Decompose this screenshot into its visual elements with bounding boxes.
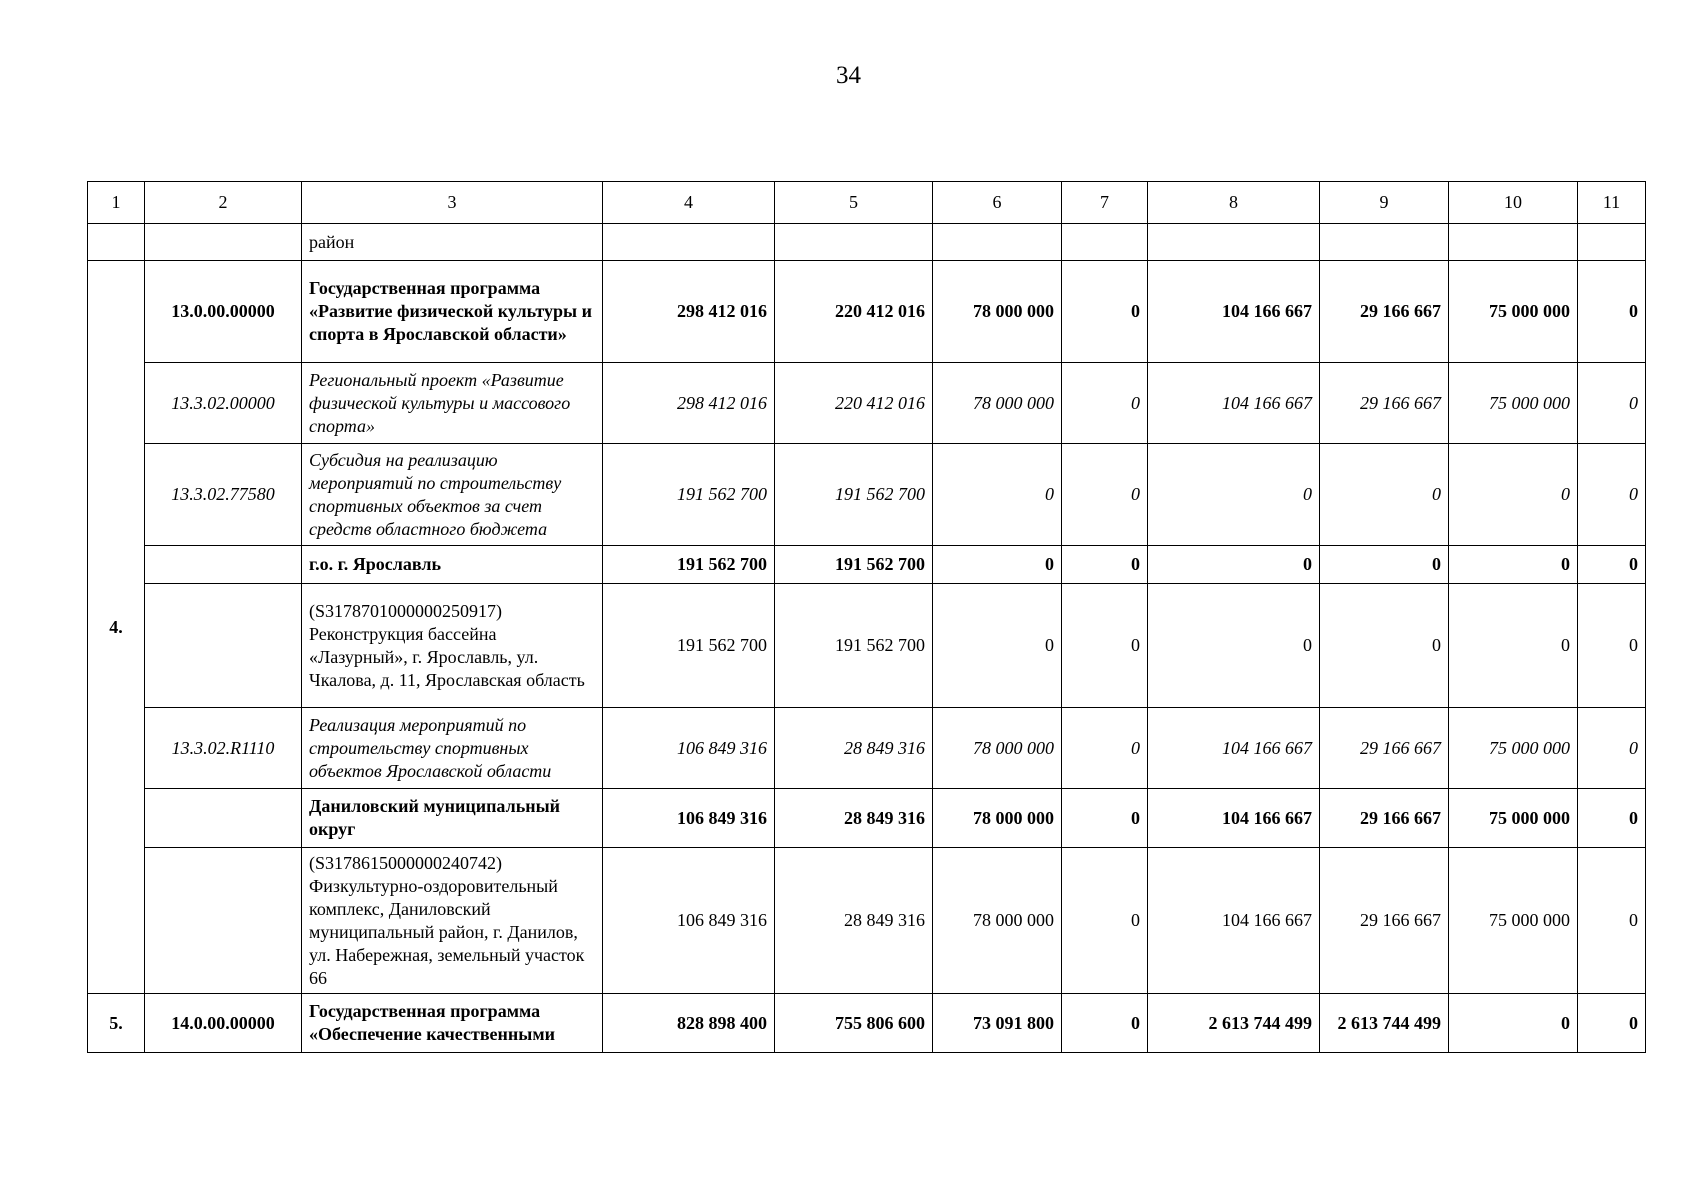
amount-cell: 0 xyxy=(1578,994,1646,1053)
table-row xyxy=(88,363,1646,444)
description-cell: г.о. г. Ярославль xyxy=(302,546,603,584)
amount-cell: 104 166 667 xyxy=(1148,261,1320,363)
amount-cell: 78 000 000 xyxy=(933,848,1062,994)
table-row xyxy=(88,546,1646,584)
amount-cell: 828 898 400 xyxy=(603,994,775,1053)
amount-cell: 0 xyxy=(1148,546,1320,584)
amount-cell: 191 562 700 xyxy=(775,444,933,546)
table-row xyxy=(88,224,1646,261)
amount-cell: 0 xyxy=(933,444,1062,546)
table-row xyxy=(88,584,1646,708)
budget-table xyxy=(87,181,1646,1053)
column-header: 10 xyxy=(1449,182,1578,224)
amount-cell: 29 166 667 xyxy=(1320,708,1449,789)
amount-cell: 2 613 744 499 xyxy=(1148,994,1320,1053)
amount-cell: 0 xyxy=(1062,708,1148,789)
amount-cell: 755 806 600 xyxy=(775,994,933,1053)
amount-cell: 0 xyxy=(1062,584,1148,708)
amount-cell xyxy=(1148,224,1320,261)
amount-cell: 104 166 667 xyxy=(1148,789,1320,848)
amount-cell: 29 166 667 xyxy=(1320,261,1449,363)
amount-cell: 0 xyxy=(1320,444,1449,546)
amount-cell: 75 000 000 xyxy=(1449,848,1578,994)
amount-cell xyxy=(1062,224,1148,261)
amount-cell: 29 166 667 xyxy=(1320,363,1449,444)
amount-cell: 0 xyxy=(1578,708,1646,789)
amount-cell: 0 xyxy=(1320,546,1449,584)
table-row xyxy=(88,261,1646,363)
amount-cell: 78 000 000 xyxy=(933,708,1062,789)
description-cell: Субсидия на реализацию мероприятий по строительству спортивных объектов за счет средств областного бюджета xyxy=(302,444,603,546)
amount-cell: 28 849 316 xyxy=(775,789,933,848)
amount-cell: 191 562 700 xyxy=(603,546,775,584)
description-cell: Региональный проект «Развитие физической культуры и массового спорта» xyxy=(302,363,603,444)
table-row xyxy=(88,789,1646,848)
amount-cell: 106 849 316 xyxy=(603,708,775,789)
amount-cell: 0 xyxy=(1062,994,1148,1053)
row-number-cell: 5. xyxy=(88,994,145,1053)
amount-cell: 0 xyxy=(933,584,1062,708)
budget-code-cell: 13.3.02.00000 xyxy=(145,363,302,444)
table-row xyxy=(88,848,1646,994)
table-body xyxy=(88,224,1646,1053)
amount-cell: 0 xyxy=(1320,584,1449,708)
amount-cell: 28 849 316 xyxy=(775,708,933,789)
budget-code-cell xyxy=(145,584,302,708)
amount-cell: 0 xyxy=(1062,363,1148,444)
amount-cell: 0 xyxy=(1578,789,1646,848)
amount-cell: 75 000 000 xyxy=(1449,708,1578,789)
amount-cell xyxy=(1320,224,1449,261)
column-header: 7 xyxy=(1062,182,1148,224)
amount-cell xyxy=(1449,224,1578,261)
column-header: 1 xyxy=(88,182,145,224)
column-header: 2 xyxy=(145,182,302,224)
amount-cell: 0 xyxy=(1578,444,1646,546)
amount-cell: 0 xyxy=(1148,584,1320,708)
page-number: 34 xyxy=(836,62,861,89)
description-cell: Реализация мероприятий по строительству спортивных объектов Ярославской области xyxy=(302,708,603,789)
amount-cell: 29 166 667 xyxy=(1320,789,1449,848)
amount-cell: 106 849 316 xyxy=(603,848,775,994)
amount-cell: 106 849 316 xyxy=(603,789,775,848)
amount-cell: 2 613 744 499 xyxy=(1320,994,1449,1053)
row-number-cell: 4. xyxy=(88,261,145,994)
amount-cell: 0 xyxy=(1578,546,1646,584)
budget-code-cell xyxy=(145,224,302,261)
description-cell: Государственная программа «Обеспечение качественными xyxy=(302,994,603,1053)
amount-cell: 220 412 016 xyxy=(775,363,933,444)
table-row xyxy=(88,444,1646,546)
description-cell: район xyxy=(302,224,603,261)
column-header: 11 xyxy=(1578,182,1646,224)
budget-code-cell xyxy=(145,546,302,584)
amount-cell: 0 xyxy=(1578,848,1646,994)
amount-cell: 29 166 667 xyxy=(1320,848,1449,994)
amount-cell: 298 412 016 xyxy=(603,261,775,363)
amount-cell: 78 000 000 xyxy=(933,789,1062,848)
amount-cell: 0 xyxy=(1578,363,1646,444)
amount-cell: 0 xyxy=(1449,584,1578,708)
column-header: 4 xyxy=(603,182,775,224)
amount-cell xyxy=(1578,224,1646,261)
amount-cell: 104 166 667 xyxy=(1148,363,1320,444)
amount-cell xyxy=(933,224,1062,261)
amount-cell: 78 000 000 xyxy=(933,261,1062,363)
table-row xyxy=(88,994,1646,1053)
amount-cell: 298 412 016 xyxy=(603,363,775,444)
budget-code-cell: 13.0.00.00000 xyxy=(145,261,302,363)
amount-cell: 0 xyxy=(1062,546,1148,584)
amount-cell: 220 412 016 xyxy=(775,261,933,363)
amount-cell: 104 166 667 xyxy=(1148,848,1320,994)
budget-code-cell: 14.0.00.00000 xyxy=(145,994,302,1053)
column-header: 5 xyxy=(775,182,933,224)
amount-cell: 0 xyxy=(1148,444,1320,546)
amount-cell: 0 xyxy=(1578,261,1646,363)
budget-code-cell xyxy=(145,848,302,994)
amount-cell: 0 xyxy=(1062,444,1148,546)
amount-cell: 75 000 000 xyxy=(1449,261,1578,363)
amount-cell: 0 xyxy=(1578,584,1646,708)
amount-cell: 75 000 000 xyxy=(1449,789,1578,848)
amount-cell: 78 000 000 xyxy=(933,363,1062,444)
column-header: 8 xyxy=(1148,182,1320,224)
header-row xyxy=(88,182,1646,224)
amount-cell: 0 xyxy=(1062,261,1148,363)
column-header: 9 xyxy=(1320,182,1449,224)
table-row xyxy=(88,708,1646,789)
amount-cell: 191 562 700 xyxy=(603,444,775,546)
amount-cell: 191 562 700 xyxy=(775,584,933,708)
budget-code-cell: 13.3.02.77580 xyxy=(145,444,302,546)
amount-cell: 0 xyxy=(1449,444,1578,546)
amount-cell: 73 091 800 xyxy=(933,994,1062,1053)
amount-cell: 191 562 700 xyxy=(775,546,933,584)
amount-cell: 75 000 000 xyxy=(1449,363,1578,444)
amount-cell: 191 562 700 xyxy=(603,584,775,708)
budget-code-cell: 13.3.02.R1110 xyxy=(145,708,302,789)
column-header: 3 xyxy=(302,182,603,224)
amount-cell xyxy=(603,224,775,261)
description-cell: Государственная программа «Развитие физической культуры и спорта в Ярославской области» xyxy=(302,261,603,363)
amount-cell: 0 xyxy=(1062,848,1148,994)
description-cell: (S3178615000000240742) Физкультурно-оздоровительный комплекс, Даниловский муниципальный район, г. Данилов, ул. Набережная, земельный участок 66 xyxy=(302,848,603,994)
row-number-cell xyxy=(88,224,145,261)
amount-cell xyxy=(775,224,933,261)
budget-code-cell xyxy=(145,789,302,848)
amount-cell: 0 xyxy=(1449,546,1578,584)
amount-cell: 0 xyxy=(1062,789,1148,848)
amount-cell: 28 849 316 xyxy=(775,848,933,994)
amount-cell: 104 166 667 xyxy=(1148,708,1320,789)
description-cell: Даниловский муниципальный округ xyxy=(302,789,603,848)
amount-cell: 0 xyxy=(933,546,1062,584)
description-cell: (S3178701000000250917) Реконструкция бассейна «Лазурный», г. Ярославль, ул. Чкалова, д. 11, Ярославская область xyxy=(302,584,603,708)
amount-cell: 0 xyxy=(1449,994,1578,1053)
column-header: 6 xyxy=(933,182,1062,224)
